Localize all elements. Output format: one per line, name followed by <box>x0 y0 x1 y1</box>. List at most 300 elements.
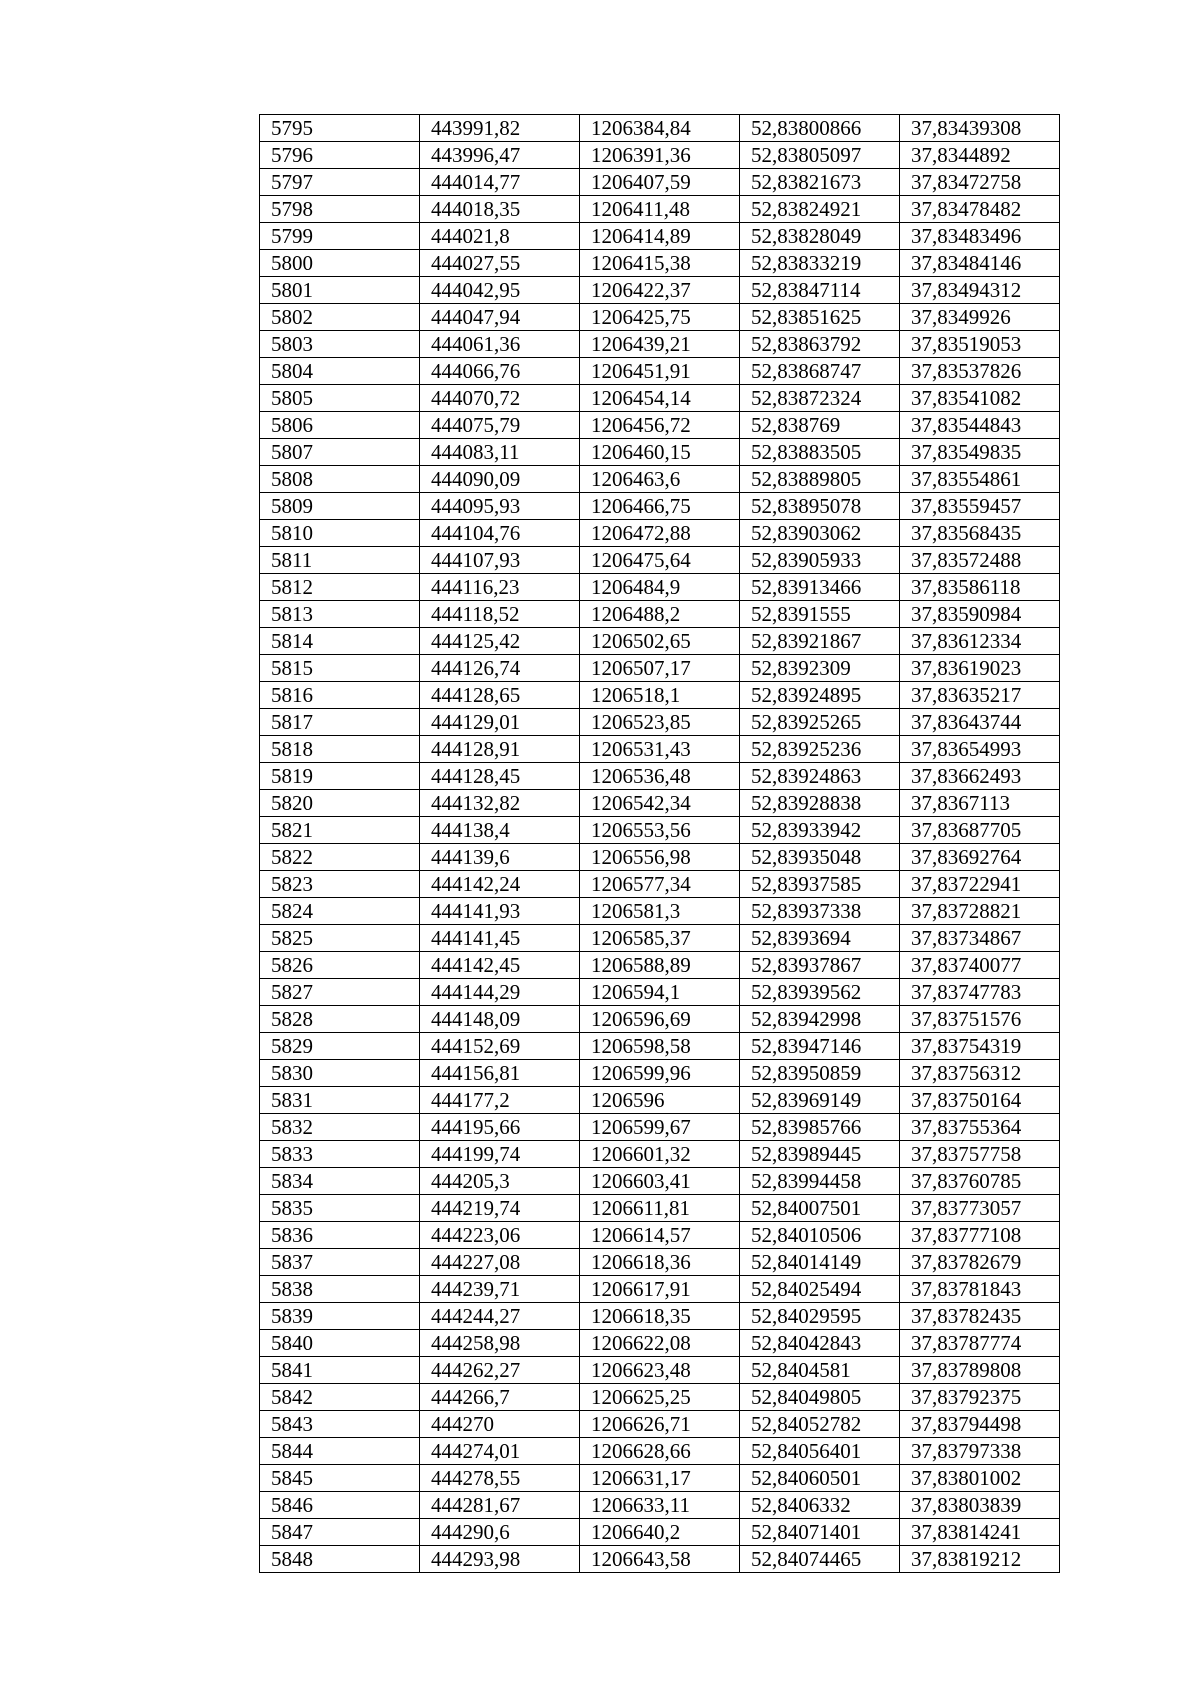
table-row <box>260 1492 1060 1519</box>
x-coordinate-cell: 444293,98 <box>420 1546 580 1573</box>
x-coordinate-cell: 444262,27 <box>420 1357 580 1384</box>
table-row <box>260 1546 1060 1573</box>
y-coordinate-cell: 1206456,72 <box>580 412 740 439</box>
point-number-cell: 5832 <box>260 1114 420 1141</box>
point-number-cell: 5844 <box>260 1438 420 1465</box>
latitude-cell: 52,8392309 <box>740 655 900 682</box>
latitude-cell: 52,83883505 <box>740 439 900 466</box>
latitude-cell: 52,83903062 <box>740 520 900 547</box>
y-coordinate-cell: 1206625,25 <box>580 1384 740 1411</box>
x-coordinate-cell: 444128,65 <box>420 682 580 709</box>
table-row <box>260 439 1060 466</box>
table-row <box>260 142 1060 169</box>
x-coordinate-cell: 444148,09 <box>420 1006 580 1033</box>
longitude-cell: 37,83754319 <box>900 1033 1060 1060</box>
x-coordinate-cell: 444128,45 <box>420 763 580 790</box>
x-coordinate-cell: 444042,95 <box>420 277 580 304</box>
table-row <box>260 466 1060 493</box>
latitude-cell: 52,83925265 <box>740 709 900 736</box>
longitude-cell: 37,83472758 <box>900 169 1060 196</box>
longitude-cell: 37,83635217 <box>900 682 1060 709</box>
table-row <box>260 412 1060 439</box>
y-coordinate-cell: 1206502,65 <box>580 628 740 655</box>
latitude-cell: 52,83937338 <box>740 898 900 925</box>
longitude-cell: 37,83755364 <box>900 1114 1060 1141</box>
latitude-cell: 52,83913466 <box>740 574 900 601</box>
table-row <box>260 1168 1060 1195</box>
x-coordinate-cell: 444047,94 <box>420 304 580 331</box>
x-coordinate-cell: 444278,55 <box>420 1465 580 1492</box>
latitude-cell: 52,83800866 <box>740 115 900 142</box>
y-coordinate-cell: 1206640,2 <box>580 1519 740 1546</box>
y-coordinate-cell: 1206518,1 <box>580 682 740 709</box>
point-number-cell: 5823 <box>260 871 420 898</box>
point-number-cell: 5813 <box>260 601 420 628</box>
x-coordinate-cell: 444270 <box>420 1411 580 1438</box>
longitude-cell: 37,83787774 <box>900 1330 1060 1357</box>
longitude-cell: 37,83819212 <box>900 1546 1060 1573</box>
x-coordinate-cell: 444290,6 <box>420 1519 580 1546</box>
longitude-cell: 37,83549835 <box>900 439 1060 466</box>
latitude-cell: 52,83824921 <box>740 196 900 223</box>
latitude-cell: 52,8404581 <box>740 1357 900 1384</box>
longitude-cell: 37,83740077 <box>900 952 1060 979</box>
latitude-cell: 52,83821673 <box>740 169 900 196</box>
x-coordinate-cell: 444116,23 <box>420 574 580 601</box>
table-row <box>260 1519 1060 1546</box>
x-coordinate-cell: 444125,42 <box>420 628 580 655</box>
x-coordinate-cell: 444141,93 <box>420 898 580 925</box>
point-number-cell: 5841 <box>260 1357 420 1384</box>
latitude-cell: 52,84042843 <box>740 1330 900 1357</box>
point-number-cell: 5836 <box>260 1222 420 1249</box>
point-number-cell: 5825 <box>260 925 420 952</box>
point-number-cell: 5828 <box>260 1006 420 1033</box>
y-coordinate-cell: 1206407,59 <box>580 169 740 196</box>
latitude-cell: 52,8393694 <box>740 925 900 952</box>
table-row <box>260 250 1060 277</box>
table-row <box>260 547 1060 574</box>
point-number-cell: 5807 <box>260 439 420 466</box>
y-coordinate-cell: 1206466,75 <box>580 493 740 520</box>
point-number-cell: 5804 <box>260 358 420 385</box>
y-coordinate-cell: 1206484,9 <box>580 574 740 601</box>
table-row <box>260 1006 1060 1033</box>
table-row <box>260 655 1060 682</box>
longitude-cell: 37,83541082 <box>900 385 1060 412</box>
latitude-cell: 52,8391555 <box>740 601 900 628</box>
point-number-cell: 5840 <box>260 1330 420 1357</box>
y-coordinate-cell: 1206422,37 <box>580 277 740 304</box>
latitude-cell: 52,84056401 <box>740 1438 900 1465</box>
table-row <box>260 1384 1060 1411</box>
table-row <box>260 628 1060 655</box>
point-number-cell: 5818 <box>260 736 420 763</box>
point-number-cell: 5829 <box>260 1033 420 1060</box>
x-coordinate-cell: 444118,52 <box>420 601 580 628</box>
point-number-cell: 5801 <box>260 277 420 304</box>
point-number-cell: 5810 <box>260 520 420 547</box>
x-coordinate-cell: 444128,91 <box>420 736 580 763</box>
point-number-cell: 5800 <box>260 250 420 277</box>
y-coordinate-cell: 1206581,3 <box>580 898 740 925</box>
table-row <box>260 1033 1060 1060</box>
y-coordinate-cell: 1206391,36 <box>580 142 740 169</box>
longitude-cell: 37,83728821 <box>900 898 1060 925</box>
table-row <box>260 1465 1060 1492</box>
longitude-cell: 37,83554861 <box>900 466 1060 493</box>
longitude-cell: 37,83544843 <box>900 412 1060 439</box>
y-coordinate-cell: 1206618,35 <box>580 1303 740 1330</box>
y-coordinate-cell: 1206531,43 <box>580 736 740 763</box>
y-coordinate-cell: 1206628,66 <box>580 1438 740 1465</box>
longitude-cell: 37,83478482 <box>900 196 1060 223</box>
latitude-cell: 52,83921867 <box>740 628 900 655</box>
point-number-cell: 5830 <box>260 1060 420 1087</box>
table-row <box>260 1276 1060 1303</box>
latitude-cell: 52,83939562 <box>740 979 900 1006</box>
latitude-cell: 52,838769 <box>740 412 900 439</box>
longitude-cell: 37,83692764 <box>900 844 1060 871</box>
latitude-cell: 52,84074465 <box>740 1546 900 1573</box>
y-coordinate-cell: 1206384,84 <box>580 115 740 142</box>
latitude-cell: 52,83872324 <box>740 385 900 412</box>
x-coordinate-cell: 444075,79 <box>420 412 580 439</box>
table-row <box>260 223 1060 250</box>
longitude-cell: 37,83590984 <box>900 601 1060 628</box>
y-coordinate-cell: 1206626,71 <box>580 1411 740 1438</box>
point-number-cell: 5845 <box>260 1465 420 1492</box>
latitude-cell: 52,83925236 <box>740 736 900 763</box>
y-coordinate-cell: 1206622,08 <box>580 1330 740 1357</box>
table-row <box>260 925 1060 952</box>
y-coordinate-cell: 1206439,21 <box>580 331 740 358</box>
latitude-cell: 52,84049805 <box>740 1384 900 1411</box>
point-number-cell: 5796 <box>260 142 420 169</box>
latitude-cell: 52,83905933 <box>740 547 900 574</box>
latitude-cell: 52,83863792 <box>740 331 900 358</box>
table-row <box>260 736 1060 763</box>
point-number-cell: 5833 <box>260 1141 420 1168</box>
table-row <box>260 871 1060 898</box>
longitude-cell: 37,83781843 <box>900 1276 1060 1303</box>
latitude-cell: 52,83989445 <box>740 1141 900 1168</box>
x-coordinate-cell: 444156,81 <box>420 1060 580 1087</box>
y-coordinate-cell: 1206585,37 <box>580 925 740 952</box>
x-coordinate-cell: 444195,66 <box>420 1114 580 1141</box>
longitude-cell: 37,83789808 <box>900 1357 1060 1384</box>
x-coordinate-cell: 444107,93 <box>420 547 580 574</box>
latitude-cell: 52,84029595 <box>740 1303 900 1330</box>
x-coordinate-cell: 444095,93 <box>420 493 580 520</box>
latitude-cell: 52,83937867 <box>740 952 900 979</box>
y-coordinate-cell: 1206553,56 <box>580 817 740 844</box>
latitude-cell: 52,84060501 <box>740 1465 900 1492</box>
table-row <box>260 1303 1060 1330</box>
table-row <box>260 493 1060 520</box>
longitude-cell: 37,8344892 <box>900 142 1060 169</box>
y-coordinate-cell: 1206460,15 <box>580 439 740 466</box>
y-coordinate-cell: 1206617,91 <box>580 1276 740 1303</box>
latitude-cell: 52,83805097 <box>740 142 900 169</box>
y-coordinate-cell: 1206611,81 <box>580 1195 740 1222</box>
x-coordinate-cell: 444258,98 <box>420 1330 580 1357</box>
table-row <box>260 1411 1060 1438</box>
table-row <box>260 1060 1060 1087</box>
point-number-cell: 5846 <box>260 1492 420 1519</box>
longitude-cell: 37,83773057 <box>900 1195 1060 1222</box>
table-row <box>260 790 1060 817</box>
table-row <box>260 709 1060 736</box>
point-number-cell: 5847 <box>260 1519 420 1546</box>
point-number-cell: 5812 <box>260 574 420 601</box>
y-coordinate-cell: 1206631,17 <box>580 1465 740 1492</box>
table-row <box>260 844 1060 871</box>
y-coordinate-cell: 1206599,96 <box>580 1060 740 1087</box>
longitude-cell: 37,83687705 <box>900 817 1060 844</box>
coordinates-table <box>259 114 1060 1573</box>
longitude-cell: 37,83750164 <box>900 1087 1060 1114</box>
latitude-cell: 52,83924895 <box>740 682 900 709</box>
table-row <box>260 304 1060 331</box>
y-coordinate-cell: 1206414,89 <box>580 223 740 250</box>
point-number-cell: 5809 <box>260 493 420 520</box>
table-row <box>260 1114 1060 1141</box>
latitude-cell: 52,83928838 <box>740 790 900 817</box>
latitude-cell: 52,83895078 <box>740 493 900 520</box>
latitude-cell: 52,84052782 <box>740 1411 900 1438</box>
x-coordinate-cell: 444244,27 <box>420 1303 580 1330</box>
latitude-cell: 52,84071401 <box>740 1519 900 1546</box>
table-row <box>260 385 1060 412</box>
longitude-cell: 37,83722941 <box>900 871 1060 898</box>
longitude-cell: 37,83643744 <box>900 709 1060 736</box>
table-row <box>260 358 1060 385</box>
point-number-cell: 5822 <box>260 844 420 871</box>
x-coordinate-cell: 444070,72 <box>420 385 580 412</box>
y-coordinate-cell: 1206623,48 <box>580 1357 740 1384</box>
longitude-cell: 37,83814241 <box>900 1519 1060 1546</box>
latitude-cell: 52,83847114 <box>740 277 900 304</box>
point-number-cell: 5799 <box>260 223 420 250</box>
longitude-cell: 37,83751576 <box>900 1006 1060 1033</box>
y-coordinate-cell: 1206603,41 <box>580 1168 740 1195</box>
longitude-cell: 37,83782435 <box>900 1303 1060 1330</box>
x-coordinate-cell: 444274,01 <box>420 1438 580 1465</box>
longitude-cell: 37,83572488 <box>900 547 1060 574</box>
point-number-cell: 5814 <box>260 628 420 655</box>
y-coordinate-cell: 1206523,85 <box>580 709 740 736</box>
y-coordinate-cell: 1206633,11 <box>580 1492 740 1519</box>
x-coordinate-cell: 444139,6 <box>420 844 580 871</box>
longitude-cell: 37,83734867 <box>900 925 1060 952</box>
latitude-cell: 52,83994458 <box>740 1168 900 1195</box>
longitude-cell: 37,83782679 <box>900 1249 1060 1276</box>
x-coordinate-cell: 444266,7 <box>420 1384 580 1411</box>
point-number-cell: 5821 <box>260 817 420 844</box>
longitude-cell: 37,83568435 <box>900 520 1060 547</box>
longitude-cell: 37,83586118 <box>900 574 1060 601</box>
point-number-cell: 5806 <box>260 412 420 439</box>
point-number-cell: 5815 <box>260 655 420 682</box>
latitude-cell: 52,84010506 <box>740 1222 900 1249</box>
table-row <box>260 574 1060 601</box>
y-coordinate-cell: 1206614,57 <box>580 1222 740 1249</box>
longitude-cell: 37,83559457 <box>900 493 1060 520</box>
x-coordinate-cell: 444090,09 <box>420 466 580 493</box>
table-row <box>260 1249 1060 1276</box>
table-row <box>260 1087 1060 1114</box>
y-coordinate-cell: 1206556,98 <box>580 844 740 871</box>
longitude-cell: 37,83757758 <box>900 1141 1060 1168</box>
table-row <box>260 898 1060 925</box>
y-coordinate-cell: 1206488,2 <box>580 601 740 628</box>
latitude-cell: 52,83985766 <box>740 1114 900 1141</box>
table-row <box>260 979 1060 1006</box>
x-coordinate-cell: 444219,74 <box>420 1195 580 1222</box>
longitude-cell: 37,83797338 <box>900 1438 1060 1465</box>
point-number-cell: 5834 <box>260 1168 420 1195</box>
point-number-cell: 5839 <box>260 1303 420 1330</box>
y-coordinate-cell: 1206594,1 <box>580 979 740 1006</box>
point-number-cell: 5819 <box>260 763 420 790</box>
table-row <box>260 952 1060 979</box>
y-coordinate-cell: 1206425,75 <box>580 304 740 331</box>
y-coordinate-cell: 1206475,64 <box>580 547 740 574</box>
point-number-cell: 5827 <box>260 979 420 1006</box>
x-coordinate-cell: 444142,24 <box>420 871 580 898</box>
y-coordinate-cell: 1206599,67 <box>580 1114 740 1141</box>
point-number-cell: 5805 <box>260 385 420 412</box>
point-number-cell: 5808 <box>260 466 420 493</box>
point-number-cell: 5838 <box>260 1276 420 1303</box>
point-number-cell: 5843 <box>260 1411 420 1438</box>
x-coordinate-cell: 444027,55 <box>420 250 580 277</box>
longitude-cell: 37,83654993 <box>900 736 1060 763</box>
longitude-cell: 37,83792375 <box>900 1384 1060 1411</box>
point-number-cell: 5797 <box>260 169 420 196</box>
latitude-cell: 52,83969149 <box>740 1087 900 1114</box>
point-number-cell: 5802 <box>260 304 420 331</box>
x-coordinate-cell: 444018,35 <box>420 196 580 223</box>
x-coordinate-cell: 444223,06 <box>420 1222 580 1249</box>
latitude-cell: 52,83924863 <box>740 763 900 790</box>
longitude-cell: 37,83747783 <box>900 979 1060 1006</box>
y-coordinate-cell: 1206472,88 <box>580 520 740 547</box>
y-coordinate-cell: 1206463,6 <box>580 466 740 493</box>
point-number-cell: 5826 <box>260 952 420 979</box>
x-coordinate-cell: 444061,36 <box>420 331 580 358</box>
point-number-cell: 5811 <box>260 547 420 574</box>
latitude-cell: 52,84025494 <box>740 1276 900 1303</box>
table-row <box>260 763 1060 790</box>
longitude-cell: 37,83662493 <box>900 763 1060 790</box>
table-row <box>260 1438 1060 1465</box>
x-coordinate-cell: 444066,76 <box>420 358 580 385</box>
y-coordinate-cell: 1206596,69 <box>580 1006 740 1033</box>
point-number-cell: 5798 <box>260 196 420 223</box>
x-coordinate-cell: 444138,4 <box>420 817 580 844</box>
y-coordinate-cell: 1206588,89 <box>580 952 740 979</box>
longitude-cell: 37,8367113 <box>900 790 1060 817</box>
point-number-cell: 5837 <box>260 1249 420 1276</box>
latitude-cell: 52,84007501 <box>740 1195 900 1222</box>
x-coordinate-cell: 444142,45 <box>420 952 580 979</box>
latitude-cell: 52,8406332 <box>740 1492 900 1519</box>
table-row <box>260 1222 1060 1249</box>
latitude-cell: 52,83937585 <box>740 871 900 898</box>
y-coordinate-cell: 1206454,14 <box>580 385 740 412</box>
longitude-cell: 37,83760785 <box>900 1168 1060 1195</box>
latitude-cell: 52,83868747 <box>740 358 900 385</box>
longitude-cell: 37,83519053 <box>900 331 1060 358</box>
x-coordinate-cell: 444227,08 <box>420 1249 580 1276</box>
x-coordinate-cell: 444199,74 <box>420 1141 580 1168</box>
latitude-cell: 52,83947146 <box>740 1033 900 1060</box>
latitude-cell: 52,83933942 <box>740 817 900 844</box>
table-row <box>260 1141 1060 1168</box>
x-coordinate-cell: 444126,74 <box>420 655 580 682</box>
y-coordinate-cell: 1206618,36 <box>580 1249 740 1276</box>
longitude-cell: 37,83794498 <box>900 1411 1060 1438</box>
longitude-cell: 37,83494312 <box>900 277 1060 304</box>
longitude-cell: 37,83612334 <box>900 628 1060 655</box>
x-coordinate-cell: 444281,67 <box>420 1492 580 1519</box>
point-number-cell: 5848 <box>260 1546 420 1573</box>
table-row <box>260 1195 1060 1222</box>
x-coordinate-cell: 444144,29 <box>420 979 580 1006</box>
x-coordinate-cell: 444132,82 <box>420 790 580 817</box>
x-coordinate-cell: 444021,8 <box>420 223 580 250</box>
table-row <box>260 277 1060 304</box>
point-number-cell: 5795 <box>260 115 420 142</box>
latitude-cell: 52,84014149 <box>740 1249 900 1276</box>
latitude-cell: 52,83942998 <box>740 1006 900 1033</box>
longitude-cell: 37,83484146 <box>900 250 1060 277</box>
point-number-cell: 5831 <box>260 1087 420 1114</box>
y-coordinate-cell: 1206577,34 <box>580 871 740 898</box>
table-row <box>260 1330 1060 1357</box>
longitude-cell: 37,83803839 <box>900 1492 1060 1519</box>
point-number-cell: 5820 <box>260 790 420 817</box>
point-number-cell: 5824 <box>260 898 420 925</box>
table-row <box>260 682 1060 709</box>
y-coordinate-cell: 1206451,91 <box>580 358 740 385</box>
y-coordinate-cell: 1206415,38 <box>580 250 740 277</box>
longitude-cell: 37,83801002 <box>900 1465 1060 1492</box>
latitude-cell: 52,83851625 <box>740 304 900 331</box>
table-row <box>260 1357 1060 1384</box>
x-coordinate-cell: 444152,69 <box>420 1033 580 1060</box>
table-row <box>260 169 1060 196</box>
y-coordinate-cell: 1206598,58 <box>580 1033 740 1060</box>
longitude-cell: 37,83777108 <box>900 1222 1060 1249</box>
table-row <box>260 115 1060 142</box>
x-coordinate-cell: 444205,3 <box>420 1168 580 1195</box>
table-row <box>260 331 1060 358</box>
y-coordinate-cell: 1206542,34 <box>580 790 740 817</box>
longitude-cell: 37,83483496 <box>900 223 1060 250</box>
longitude-cell: 37,8349926 <box>900 304 1060 331</box>
latitude-cell: 52,83833219 <box>740 250 900 277</box>
x-coordinate-cell: 444177,2 <box>420 1087 580 1114</box>
table-row <box>260 520 1060 547</box>
longitude-cell: 37,83619023 <box>900 655 1060 682</box>
longitude-cell: 37,83439308 <box>900 115 1060 142</box>
longitude-cell: 37,83537826 <box>900 358 1060 385</box>
y-coordinate-cell: 1206643,58 <box>580 1546 740 1573</box>
x-coordinate-cell: 444014,77 <box>420 169 580 196</box>
